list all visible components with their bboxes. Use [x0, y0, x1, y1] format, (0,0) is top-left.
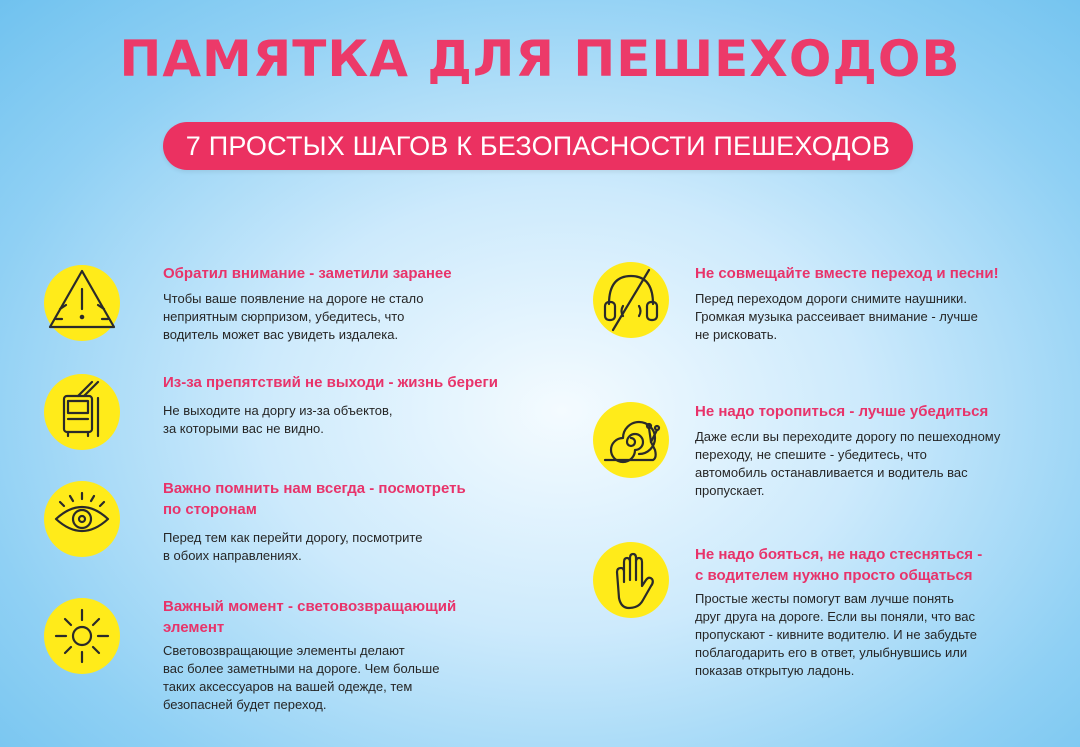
tip-heading: Из-за препятствий не выходи - жизнь береги: [163, 374, 498, 391]
tip-body: Перед тем как перейти дорогу, посмотрите в обоих направлениях.: [163, 530, 423, 563]
bus-obstacle-icon: [44, 374, 120, 450]
tip-3: [163, 478, 553, 565]
reflector-sun-icon: [44, 598, 120, 674]
tip-body: Не выходите на доргу из-за объектов, за которыми вас не видно.: [163, 403, 393, 436]
tip-body: Перед переходом дороги снимите наушники. Громкая музыка рассеивает внимание - лучше не рисковать.: [695, 291, 978, 342]
tip-heading: Важно помнить нам всегда - посмотреть по сторонам: [163, 480, 466, 518]
snail-icon: [593, 402, 669, 478]
tip-body: Световозвращающие элементы делают вас более заметными на дороге. Чем больше таких аксессуаров на вашей одежде, тем безопасней будет переход.: [163, 643, 440, 712]
tip-heading: Обратил внимание - заметили заранее: [163, 265, 452, 282]
tip-1: [163, 263, 543, 344]
tip-6: [695, 401, 1065, 500]
tip-heading: Важный момент - световозвращающий элемент: [163, 598, 457, 636]
tip-body: Простые жесты помогут вам лучше понять друг друга на дороге. Если вы поняли, что вас пропускают - кивните водителю. И не забудьте поблагодарить его в ответ, улыбнувшись или показав открытую ладонь.: [695, 591, 978, 678]
tip-heading: Не надо торопиться - лучше убедиться: [695, 403, 989, 420]
eye-icon: [44, 481, 120, 557]
no-headphones-icon: [593, 262, 669, 338]
raised-hand-icon: [593, 542, 669, 618]
page-title: ПАМЯТКА ДЛЯ ПЕШЕХОДОВ: [119, 30, 961, 88]
tip-heading: Не совмещайте вместе переход и песни!: [695, 265, 999, 282]
warning-triangle-icon: [44, 265, 120, 341]
tip-7: [695, 544, 1065, 680]
tip-body: Даже если вы переходите дорогу по пешеходному переходу, не спешите - убедитесь, что автомобиль останавливается и водитель вас пропускает.: [695, 429, 1001, 498]
tip-4: [163, 596, 553, 714]
tip-2: [163, 372, 553, 438]
tip-5: [695, 263, 1065, 344]
tip-body: Чтобы ваше появление на дороге не стало неприятным сюрпризом, убедитесь, что водитель может вас увидеть издалека.: [163, 291, 424, 342]
tip-heading: Не надо бояться, не надо стесняться - с водителем нужно просто общаться: [695, 546, 983, 584]
subtitle-banner: 7 ПРОСТЫХ ШАГОВ К БЕЗОПАСНОСТИ ПЕШЕХОДОВ: [163, 122, 913, 170]
